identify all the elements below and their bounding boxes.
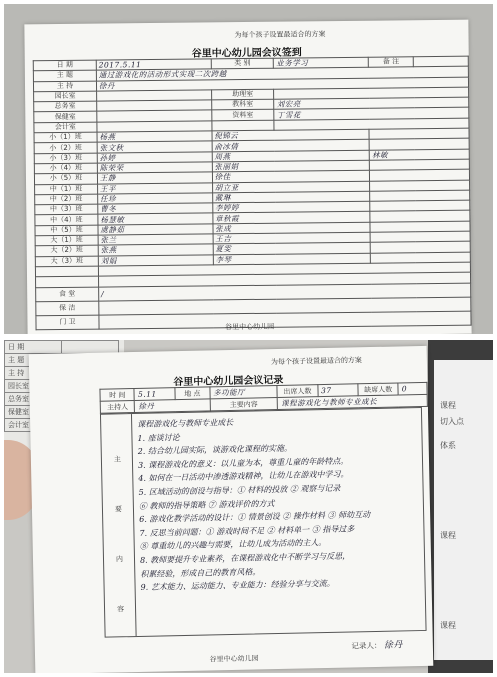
class-label: 大（3）班 (35, 256, 98, 267)
class-label: 中（2）班 (35, 194, 98, 205)
recorder (351, 637, 403, 651)
tablet-screen (434, 360, 493, 660)
underlying-label: 保健室 (5, 406, 62, 419)
teacher-signature: 林敏 (369, 149, 469, 160)
tablet-text: 课程 (440, 531, 456, 540)
host-label: 主持人 (100, 400, 135, 413)
blank-cell (36, 276, 99, 287)
teacher-signature: 徐佳 (212, 170, 370, 182)
office-label: 园长室 (34, 91, 97, 102)
teacher-signature: 杨慧敏 (98, 213, 213, 224)
office-value: 丁雪花 (274, 108, 469, 120)
class-label: 大（2）班 (35, 245, 98, 256)
photo-sign-in-sheet (4, 4, 493, 334)
teacher-signature: 李婷婷 (212, 201, 370, 213)
host-value: 徐丹 (135, 399, 210, 413)
teacher-signature: 张兰 (98, 234, 213, 245)
office-label: 资料室 (211, 110, 274, 121)
underlying-label: 总务室 (5, 393, 62, 406)
place-label: 地 点 (175, 387, 210, 400)
topic-value: 通过游戏化的活动形式实现二次跨越 (96, 66, 468, 80)
tablet-device (428, 340, 493, 673)
teacher-signature: 王静 (97, 172, 212, 183)
tablet-text: 切入点 (440, 417, 464, 426)
photo-meeting-record (4, 340, 493, 673)
attendance-label: 出席人数 (277, 385, 318, 398)
office-label: 会计室 (34, 122, 97, 133)
class-label: 小（3）班 (34, 153, 97, 164)
note-line: 6. 游戏化教学活动的设计：① 情景创设 ② 操作材料 ③ 师幼互动 (139, 510, 371, 525)
category-label: 类 别 (211, 58, 274, 69)
class-label: 小（5）班 (34, 173, 97, 184)
service-label: 食 堂 (36, 287, 99, 302)
note-line: 4. 如何在一日活动中渗透游戏精神，让幼儿在游戏中学习。 (138, 469, 349, 484)
brand-slogan: 为每个孩子设置最适合的方案 (234, 30, 326, 40)
underlying-label: 主 持 (5, 367, 62, 380)
teacher-signature: 任珍 (98, 193, 213, 204)
side-label-char: 容 (116, 605, 125, 614)
main-content-box (100, 407, 427, 638)
teacher-signature: 俞冰倩 (212, 140, 370, 152)
blank-cell (35, 266, 98, 277)
sheet-title: 谷里中心幼儿园会议记录 (173, 374, 284, 389)
sign-in-table (33, 56, 472, 330)
tablet-text: 课程 (440, 401, 456, 410)
class-label: 中（1）班 (35, 184, 98, 195)
underlying-label: 日 期 (5, 341, 62, 354)
service-label: 保 洁 (36, 301, 99, 316)
note-line: ⑥ 教师的指导策略 ⑦ 游戏评价的方式 (138, 498, 275, 511)
note-line: 8. 教师要提升专业素养，在课程游戏化中不断学习与反思， (139, 551, 351, 565)
teacher-signature: 张文秋 (97, 141, 212, 152)
main-content-side-label (101, 414, 137, 637)
office-value: 刘宏亮 (274, 97, 469, 109)
office-label: 助理室 (211, 89, 274, 100)
date-label: 日 期 (33, 60, 96, 71)
teacher-signature: 胡立亚 (212, 181, 370, 193)
absence-label: 缺席人数 (358, 383, 399, 396)
office-label: 总务室 (34, 101, 97, 112)
teacher-signature: 张成 (213, 222, 371, 234)
teacher-signature: 张燕 (98, 244, 213, 255)
teacher-signature: 刘娟 (98, 255, 213, 266)
time-value: 5.11 (134, 388, 175, 401)
note-line: 9. 艺术能力、运动能力、专业能力：经验分享与交流。 (140, 578, 335, 593)
class-label: 大（1）班 (35, 235, 98, 246)
teacher-signature: 陈荣荣 (97, 162, 212, 173)
office-label: 保健室 (34, 112, 97, 123)
note-line: 课程游戏化与教师专业成长 (137, 417, 234, 429)
note-line: 2. 结合幼儿园实际，谈游戏化课程的实施。 (137, 443, 293, 457)
teacher-signature: 章秋霞 (213, 212, 371, 224)
topic-label: 主要内容 (210, 398, 278, 411)
teacher-signature: 戴琳 (212, 191, 370, 203)
side-label-char: 主 (113, 455, 121, 464)
note-line: 5. 区域活动的创设与指导：① 材料的投放 ② 观察与记录 (138, 483, 341, 497)
sheet-footer: 谷里中心幼儿园 (225, 322, 275, 332)
category-value: 业务学习 (274, 57, 369, 68)
class-label: 中（5）班 (35, 225, 98, 236)
note-line: 积累经验，形成自己的教育风格。 (140, 566, 261, 579)
absence-value: 0 (398, 382, 427, 395)
teacher-signature: 王吉 (213, 232, 371, 244)
class-label: 中（3）班 (35, 204, 98, 215)
class-label: 小（2）班 (34, 142, 97, 153)
host-value: 徐丹 (96, 77, 468, 91)
tablet-text: 课程 (440, 621, 456, 630)
meeting-record-sheet (29, 346, 434, 673)
topic-label: 主 题 (33, 70, 96, 81)
teacher-signature: 周燕 (212, 150, 370, 162)
host-label: 主 持 (33, 81, 96, 92)
class-label: 小（1）班 (34, 132, 97, 143)
side-label-char: 内 (115, 555, 124, 564)
recorder-label: 记录人： (351, 640, 382, 651)
teacher-signature: 夏雯 (213, 243, 371, 255)
service-label: 门 卫 (36, 315, 99, 330)
note-line: 3. 课程游戏化的意义：以儿童为本，尊重儿童的年龄特点。 (137, 456, 349, 470)
teacher-signature: 曹冬 (98, 203, 213, 214)
note-line: ⑧ 尊重幼儿的兴趣与需要，让幼儿成为活动的主人。 (139, 538, 327, 552)
recorder-signature: 徐丹 (383, 640, 403, 651)
office-label: 教科室 (211, 99, 274, 110)
sheet-title: 谷里中心幼儿园会议签到 (191, 47, 302, 60)
notes-label: 备 注 (368, 57, 413, 68)
table-row (5, 341, 119, 354)
service-signature: / (98, 283, 470, 301)
underlying-label: 主 题 (5, 354, 62, 367)
teacher-signature: 张丽娟 (212, 160, 370, 172)
underlying-label: 会计室 (5, 419, 62, 432)
teacher-signature: 王平 (97, 182, 212, 193)
handwritten-notes (137, 412, 423, 595)
tablet-text: 体系 (440, 441, 456, 450)
teacher-signature: 倪锦云 (212, 129, 370, 141)
teacher-signature: 杨燕 (97, 131, 212, 142)
sign-in-sheet (24, 20, 471, 334)
teacher-signature: 李琴 (213, 253, 371, 265)
brand-slogan: 为每个孩子设置最适合的方案 (270, 356, 362, 367)
side-label-char: 要 (114, 505, 123, 514)
topic-value: 课程游戏化与教师专业成长 (277, 394, 427, 409)
time-label: 时 间 (100, 388, 135, 401)
office-label (212, 120, 275, 131)
date-value: 2017.5.11 (96, 59, 211, 70)
underlying-label: 园长室 (5, 380, 62, 393)
attendance-value: 37 (317, 384, 358, 397)
sheet-footer: 谷里中心幼儿园 (209, 654, 259, 664)
note-line: 1. 座谈讨论 (137, 432, 180, 443)
teacher-signature: 虞静茹 (98, 224, 213, 235)
note-line: 7. 反思当前问题：① 游戏时间不足 ② 材料单一 ③ 指导过多 (139, 524, 355, 538)
place-value: 多功能厅 (210, 386, 278, 399)
notes-value (413, 56, 468, 67)
class-label: 小（4）班 (34, 163, 97, 174)
teacher-signature: 孙婷 (97, 152, 212, 163)
class-label: 中（4）班 (35, 215, 98, 226)
